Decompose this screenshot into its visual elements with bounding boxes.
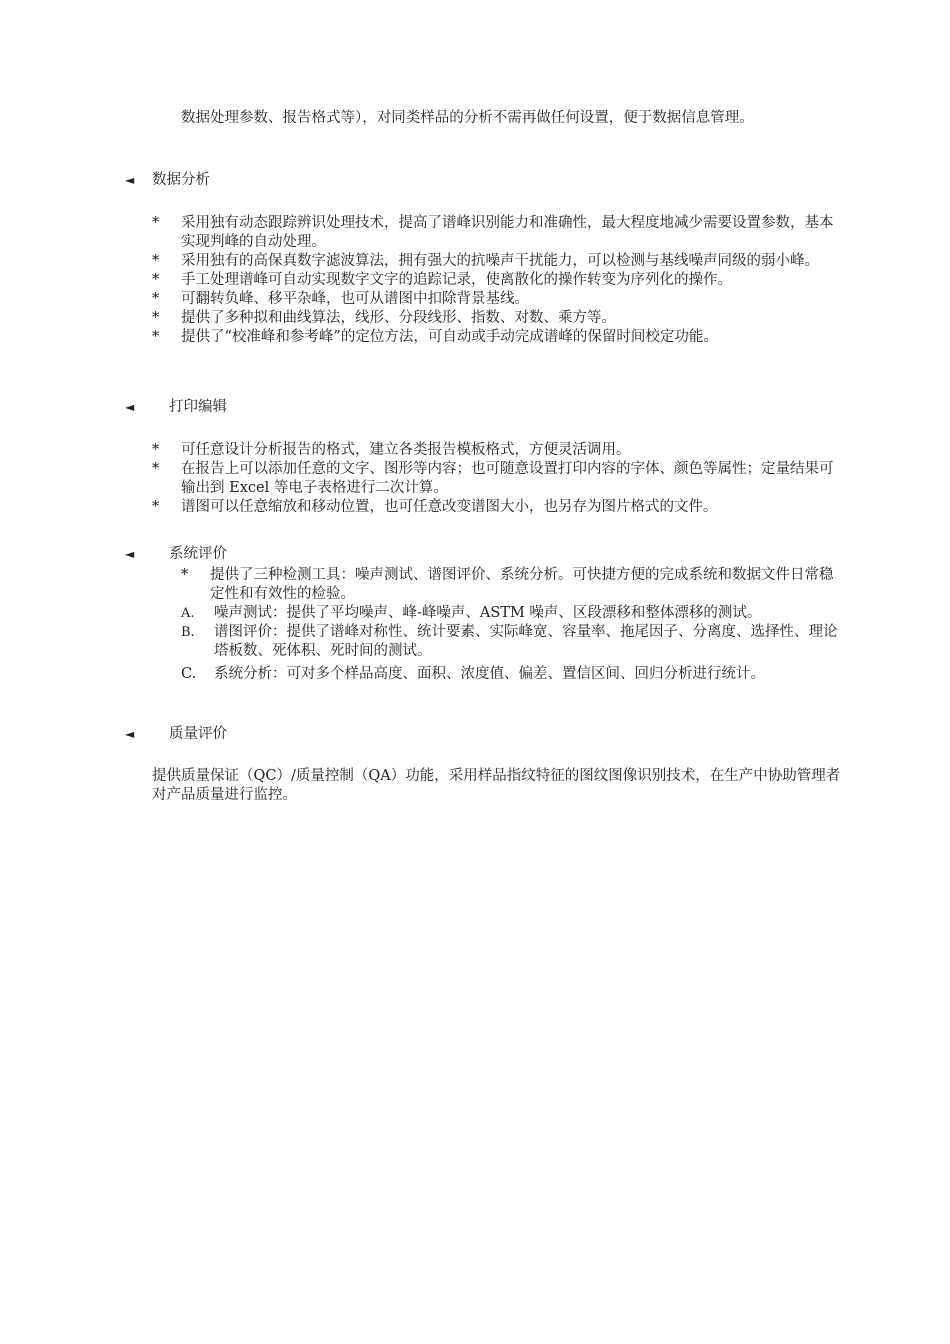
list-item-text: 采用独有的高保真数字滤波算法，拥有强大的抗噪声干扰能力，可以检测与基线噪声同级的弱小峰。: [181, 253, 819, 269]
list-item: [152, 498, 842, 517]
intro-text: 提供了三种检测工具：噪声测试、谱图评价、系统分析。可快捷方便的完成系统和数据文件日常稳定性和有效性的检验。: [210, 567, 834, 602]
bullet-mark: *: [152, 215, 160, 231]
list-item: [181, 623, 846, 661]
bullet-mark: *: [152, 499, 160, 515]
bullet-mark: *: [152, 272, 160, 288]
list-item: [181, 665, 846, 684]
list-item-text: 提供了多种拟和曲线算法，线形、分段线形、指数、对数、乘方等。: [181, 310, 616, 326]
system-eval-intro: [181, 566, 841, 604]
list-item-text: 噪声测试：提供了平均噪声、峰-峰噪声、ASTM 噪声、区段漂移和整体漂移的测试。: [214, 605, 762, 621]
arrow-left-icon: ◄: [125, 727, 135, 741]
list-item: [152, 214, 842, 252]
list-item-text: 采用独有动态跟踪辨识处理技术，提高了谱峰识别能力和准确性，最大程度地减少需要设置参数，基本实现判峰的自动处理。: [181, 215, 834, 250]
section-heading-data-analysis: [125, 171, 210, 190]
list-item: [181, 604, 846, 623]
bullet-mark: *: [181, 567, 189, 583]
print-edit-list: [152, 441, 842, 517]
list-item: [152, 460, 842, 498]
item-marker: C.: [181, 666, 197, 682]
list-item: [152, 252, 842, 271]
section-title: 质量评价: [169, 726, 227, 742]
list-item-text: 手工处理谱峰可自动实现数字文字的追踪记录，使离散化的操作转变为序列化的操作。: [181, 272, 732, 288]
bullet-mark: *: [152, 442, 160, 458]
section-title: 系统评价: [169, 546, 227, 562]
bullet-mark: *: [152, 329, 160, 345]
bullet-mark: *: [152, 310, 160, 326]
list-item: [152, 290, 842, 309]
list-item-text: 在报告上可以添加任意的文字、图形等内容；也可随意设置打印内容的字体、颜色等属性；定量结果可输出到 Excel 等电子表格进行二次计算。: [181, 461, 834, 496]
bullet-mark: *: [152, 291, 160, 307]
bullet-mark: *: [152, 253, 160, 269]
continuation-paragraph: 数据处理参数、报告格式等），对同类样品的分析不需再做任何设置，便于数据信息管理。: [181, 110, 754, 126]
list-item-text: 系统分析：可对多个样品高度、面积、浓度值、偏差、置信区间、回归分析进行统计。: [214, 666, 765, 682]
list-item: [152, 309, 842, 328]
list-item: [152, 441, 842, 460]
item-marker: B.: [181, 625, 195, 640]
arrow-left-icon: ◄: [125, 400, 135, 414]
section-heading-system-eval: [125, 545, 227, 564]
item-marker: A.: [181, 606, 195, 621]
system-eval-sublist: [181, 604, 846, 684]
data-analysis-list: [152, 214, 842, 347]
section-heading-print-edit: [125, 398, 227, 417]
list-item-text: 可翻转负峰、移平杂峰，也可从谱图中扣除背景基线。: [181, 291, 529, 307]
quality-eval-paragraph: 提供质量保证（QC）/质量控制（QA）功能，采用样品指纹特征的图纹图像识别技术，在生产中协助管理者对产品质量进行监控。: [152, 768, 841, 803]
section-title: 数据分析: [152, 172, 210, 188]
arrow-left-icon: ◄: [125, 547, 135, 561]
list-item: [152, 271, 842, 290]
list-item: [152, 328, 842, 347]
list-item-text: 谱图可以任意缩放和移动位置，也可任意改变谱图大小，也另存为图片格式的文件。: [181, 499, 718, 515]
section-title: 打印编辑: [169, 399, 227, 415]
list-item-text: 提供了“校准峰和参考峰”的定位方法，可自动或手动完成谱峰的保留时间校定功能。: [181, 329, 718, 345]
section-heading-quality-eval: [125, 725, 227, 744]
bullet-mark: *: [152, 461, 160, 477]
list-item-text: 谱图评价：提供了谱峰对称性、统计要素、实际峰宽、容量率、拖尾因子、分离度、选择性、理论塔板数、死体积、死时间的测试。: [214, 624, 838, 659]
arrow-left-icon: ◄: [125, 173, 135, 187]
list-item-text: 可任意设计分析报告的格式，建立各类报告模板格式，方便灵活调用。: [181, 442, 631, 458]
